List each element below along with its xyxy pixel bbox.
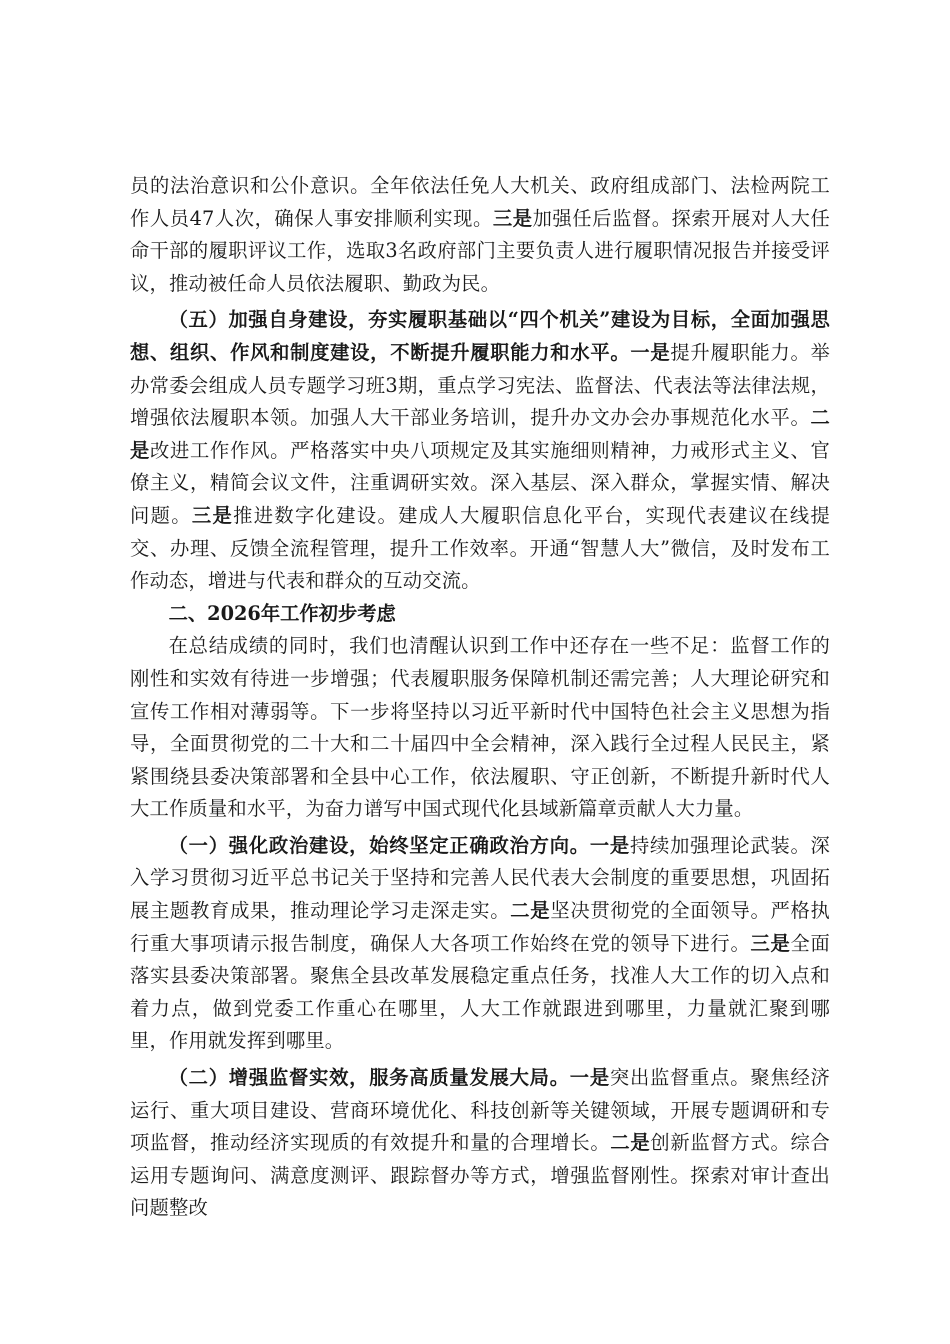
subsection-heading-1: （一）强化政治建设，始终坚定正确政治方向。 <box>168 833 590 857</box>
bold-marker: 一是 <box>589 833 630 857</box>
bold-marker: 二是 <box>610 1131 651 1155</box>
paragraph-text: 持续加强理论武装。深入学习贯彻习近平总书记关于坚持和完善人民代表大会制度的重要思想，巩固拓展主题教育成果，推动理论学习走深走实。 <box>130 833 831 923</box>
subsection-heading-2: （二）增强监督实效，服务高质量发展大局。 <box>168 1066 570 1090</box>
paragraph-political-building <box>130 830 830 1058</box>
paragraph-appointment-supervision <box>130 170 830 300</box>
paragraph-text: 坚决贯彻党的全面领导。严格执行重大事项请示报告制度，确保人大各项工作始终在党的领导下进行。 <box>130 899 830 955</box>
bold-marker: 三是 <box>750 931 791 955</box>
paragraph-text: 创新监督方式。综合运用专题询问、满意度测评、跟踪督办等方式，增强监督刚性。探索对审计查出问题整改 <box>130 1131 830 1220</box>
section-heading-5: （五）加强自身建设，夯实履职基础以“四个机关”建设为目标，全面加强思想、组织、作风和制度建设，不断提升履职能力和水平。 <box>130 308 830 364</box>
paragraph-text: 突出监督重点。聚焦经济运行、重大项目建设、营商环境优化、科技创新等关键领域，开展专题调研和专项监督，推动经济实现质的有效提升和量的合理增长。 <box>130 1066 831 1155</box>
bold-marker: 一是 <box>630 340 671 364</box>
paragraph-text: 改进工作作风。严格落实中央八项规定及其实施细则精神，力戒形式主义、官僚主义，精简会议文件，注重调研实效。深入基层、深入群众，掌握实情、解决问题。 <box>130 438 830 527</box>
bold-marker: 二是 <box>130 406 830 462</box>
paragraph-text: 提升履职能力。举办常委会组成人员专题学习班3期，重点学习宪法、监督法、代表法等法律法规，增强依法履职本领。加强人大干部业务培训，提升办文办会办事规范化水平。 <box>130 340 830 430</box>
paragraph-text: 加强任后监督。探索开展对人大任命干部的履职评议工作，选取3名政府部门主要负责人进行履职情况报告并接受评议，推动被任命人员依法履职、勤政为民。 <box>130 206 831 295</box>
paragraph-text: 推进数字化建设。建成人大履职信息化平台，实现代表建议在线提交、办理、反馈全流程管理，提升工作效率。开通“智慧人大”微信，及时发布工作动态，增进与代表和群众的互动交流。 <box>130 503 831 593</box>
bold-marker: 三是 <box>492 206 533 230</box>
paragraph-shortcomings: 在总结成绩的同时，我们也清醒认识到工作中还存在一些不足：监督工作的刚性和实效有待进一步增强；代表履职服务保障机制还需完善；人大理论研究和宣传工作相对薄弱等。下一步将坚持以习近平新时代中国特色社会主义思想为指导，全面贯彻党的二十大和二十届四中全会精神，深入践行全过程人民民主，紧紧围绕县委决策部署和全县中心工作，依法履职、守正创新，不断提升新时代人大工作质量和水平，为奋力谱写中国式现代化县域新篇章贡献人大力量。 <box>130 634 830 821</box>
bold-marker: 二是 <box>510 899 551 923</box>
bold-marker: 一是 <box>569 1066 610 1090</box>
paragraph-text: 全面落实县委决策部署。聚焦全县改革发展稳定重点任务，找准人大工作的切入点和着力点，做到党委工作重心在哪里，人大工作就跟进到哪里，力量就汇聚到哪里，作用就发挥到哪里。 <box>130 931 830 1053</box>
bold-marker: 三是 <box>191 503 234 527</box>
paragraph-supervision-effectiveness <box>130 1062 830 1225</box>
paragraph-text: 员的法治意识和公仆意识。全年依法任免人大机关、政府组成部门、法检两院工作人员47人次，确保人事安排顺利实现。 <box>130 174 830 230</box>
section-heading-2026: 二、2026年工作初步考虑 <box>168 601 396 625</box>
document-page <box>130 170 830 1225</box>
paragraph-self-building <box>130 304 830 597</box>
